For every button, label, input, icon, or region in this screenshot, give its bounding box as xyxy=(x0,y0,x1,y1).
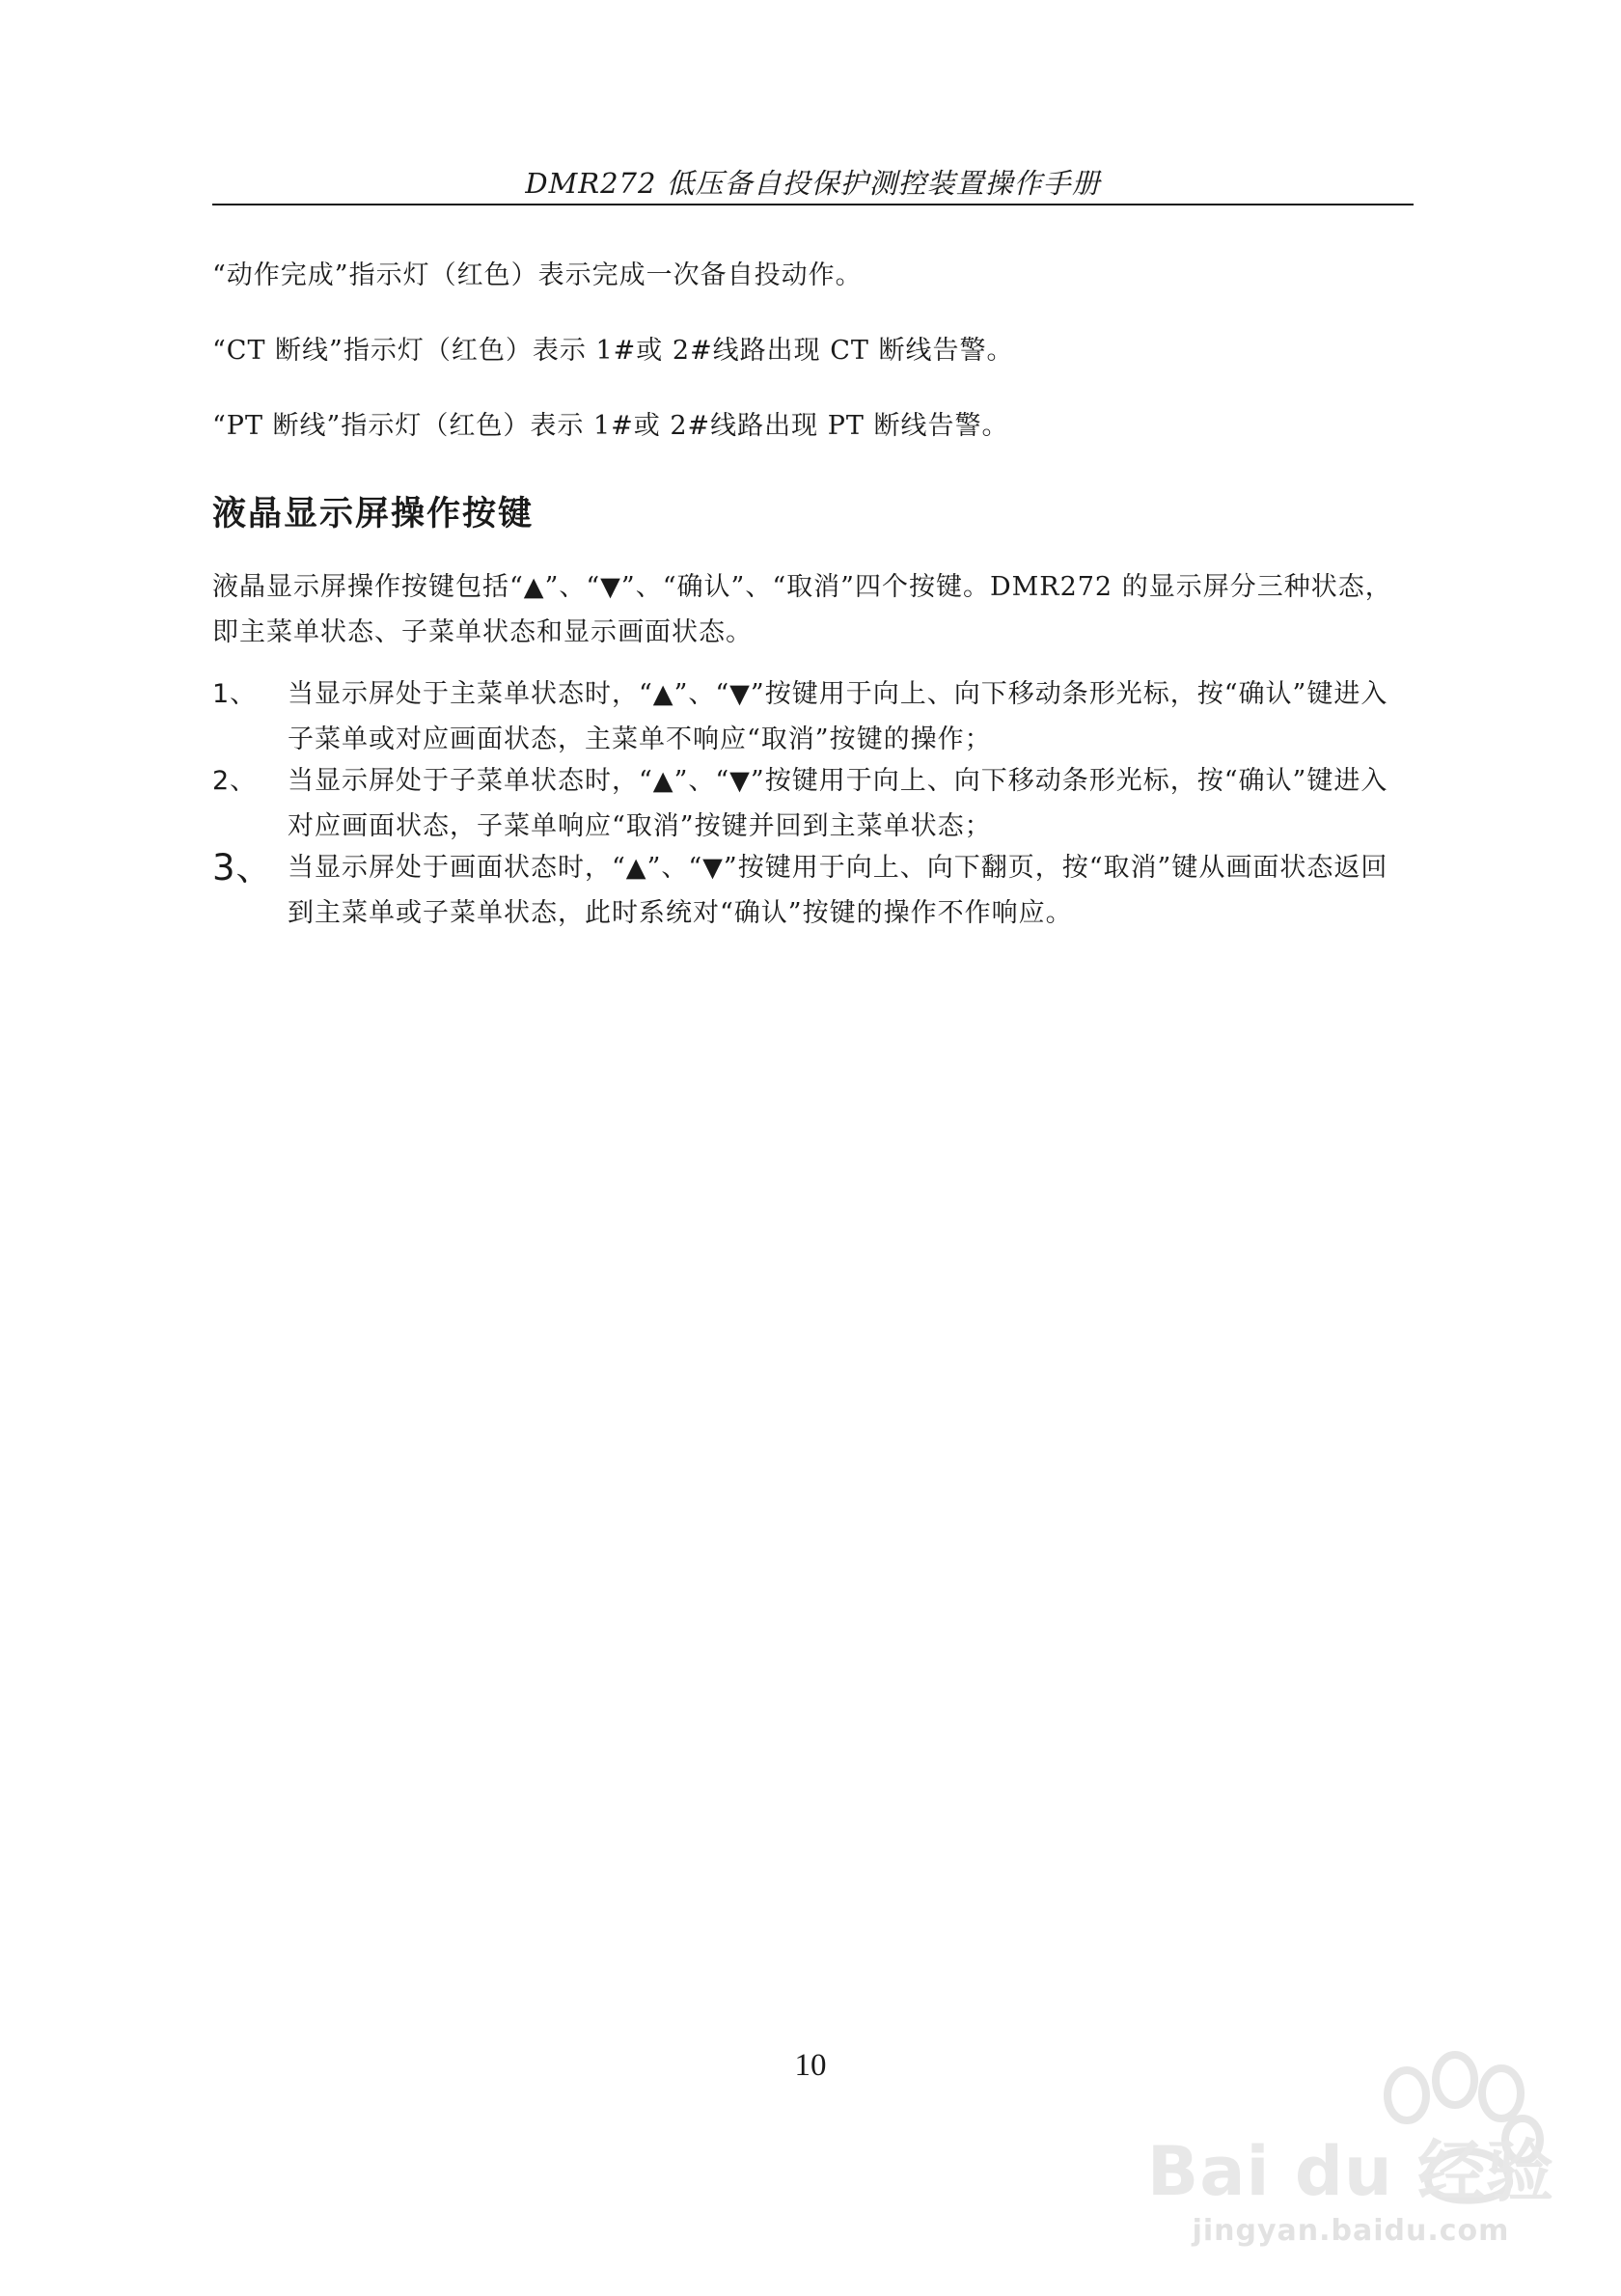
list-item-number: 1、 xyxy=(212,679,258,709)
list-item-number: 2、 xyxy=(212,766,258,796)
list-item xyxy=(212,671,1414,762)
watermark-logo-text: Bai du 经验 xyxy=(1146,2132,1555,2211)
list-item-text: 当显示屏处于子菜单状态时，“▲”、“▼”按键用于向上、向下移动条形光标，按“确认”键进入对应画面状态，子菜单响应“取消”按键并回到主菜单状态； xyxy=(288,766,1388,841)
indicator-paragraph-pt-break: “PT 断线”指示灯（红色）表示 1#或 2#线路出现 PT 断线告警。 xyxy=(212,411,1009,441)
indicator-paragraph-ct-break: “CT 断线”指示灯（红色）表示 1#或 2#线路出现 CT 断线告警。 xyxy=(212,336,1014,366)
section-heading: 液晶显示屏操作按键 xyxy=(212,495,535,533)
section-intro: 液晶显示屏操作按键包括“▲”、“▼”、“确认”、“取消”四个按键。DMR272 的显示屏分三种状态，即主菜单状态、子菜单状态和显示画面状态。 xyxy=(212,572,1392,647)
list-item xyxy=(212,845,1414,936)
list-item-text: 当显示屏处于画面状态时，“▲”、“▼”按键用于向上、向下翻页，按“取消”键从画面状态返回到主菜单或子菜单状态，此时系统对“确认”按键的操作不作响应。 xyxy=(288,853,1388,928)
list-item-number: 3、 xyxy=(212,847,273,888)
list-item xyxy=(212,758,1414,849)
header-rule xyxy=(212,204,1414,205)
watermark-url: jingyan.baidu.com xyxy=(1192,2214,1510,2248)
indicator-paragraph-action-complete: “动作完成”指示灯（红色）表示完成一次备自投动作。 xyxy=(212,260,863,290)
list-item-text: 当显示屏处于主菜单状态时，“▲”、“▼”按键用于向上、向下移动条形光标，按“确认”键进入子菜单或对应画面状态，主菜单不响应“取消”按键的操作； xyxy=(288,679,1388,754)
header-title: DMR272 低压备自投保护测控装置操作手册 xyxy=(525,167,1101,200)
page-number: 10 xyxy=(794,2048,827,2083)
